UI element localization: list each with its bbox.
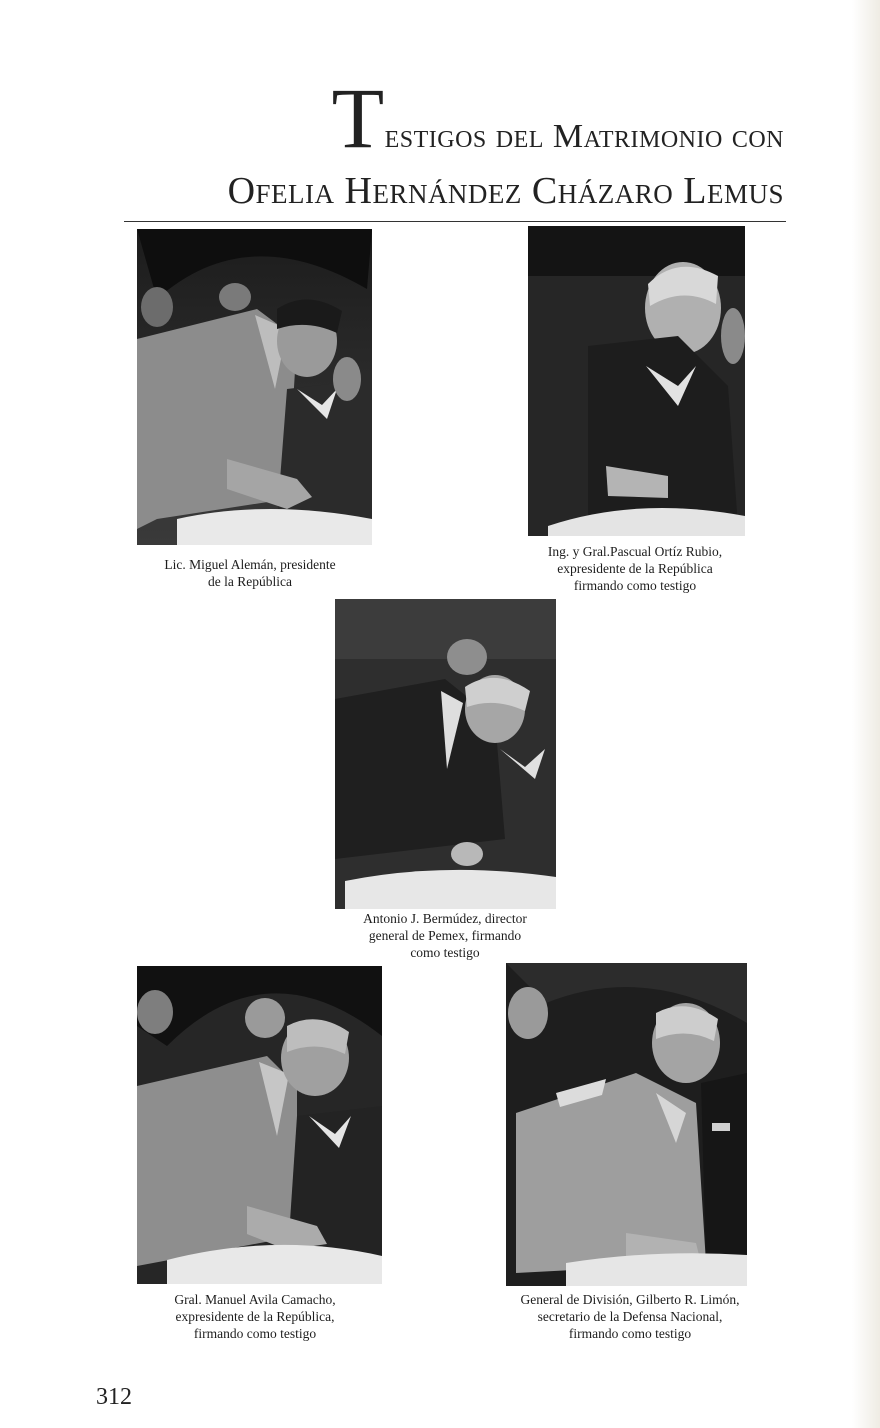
caption-line: Antonio J. Bermúdez, director bbox=[363, 911, 527, 926]
page-title bbox=[104, 70, 784, 212]
photo-pascual-ortiz-rubio bbox=[528, 226, 745, 536]
caption-line: Ing. y Gral.Pascual Ortíz Rubio, bbox=[547, 544, 723, 559]
page-number: 312 bbox=[96, 1384, 132, 1410]
caption-line: firmando como testigo bbox=[568, 1326, 692, 1341]
caption-line: firmando como testigo bbox=[573, 578, 697, 593]
caption-line: secretario de la Defensa Nacional, bbox=[537, 1309, 723, 1324]
photo-gilberto-limon bbox=[506, 963, 747, 1286]
caption-line: expresidente de la República, bbox=[175, 1309, 335, 1324]
caption-line: firmando como testigo bbox=[193, 1326, 317, 1341]
caption-line: expresidente de la República bbox=[557, 561, 713, 576]
photo-miguel-aleman bbox=[137, 229, 372, 545]
caption-pascual-ortiz-rubio bbox=[510, 543, 760, 594]
photo-manuel-avila-camacho bbox=[137, 966, 382, 1284]
title-line-1 bbox=[104, 70, 784, 166]
title-dropcap: T bbox=[331, 70, 385, 166]
title-line-1-text: estigos del Matrimonio con bbox=[384, 118, 784, 155]
title-rule bbox=[124, 221, 786, 222]
caption-manuel-avila-camacho bbox=[130, 1291, 380, 1342]
page-edge-shadow bbox=[852, 0, 880, 1428]
caption-line: General de División, Gilberto R. Limón, bbox=[520, 1292, 740, 1307]
caption-miguel-aleman bbox=[130, 556, 370, 590]
caption-line: de la República bbox=[208, 574, 292, 589]
caption-gilberto-limon bbox=[490, 1291, 770, 1342]
caption-line: Gral. Manuel Avila Camacho, bbox=[174, 1292, 336, 1307]
caption-line: Lic. Miguel Alemán, presidente bbox=[164, 557, 336, 572]
caption-line: general de Pemex, firmando bbox=[368, 928, 522, 943]
photo-antonio-bermudez bbox=[335, 599, 556, 909]
caption-line: como testigo bbox=[410, 945, 480, 960]
title-line-2: Ofelia Hernández Cházaro Lemus bbox=[227, 170, 784, 212]
caption-antonio-bermudez bbox=[320, 910, 570, 961]
